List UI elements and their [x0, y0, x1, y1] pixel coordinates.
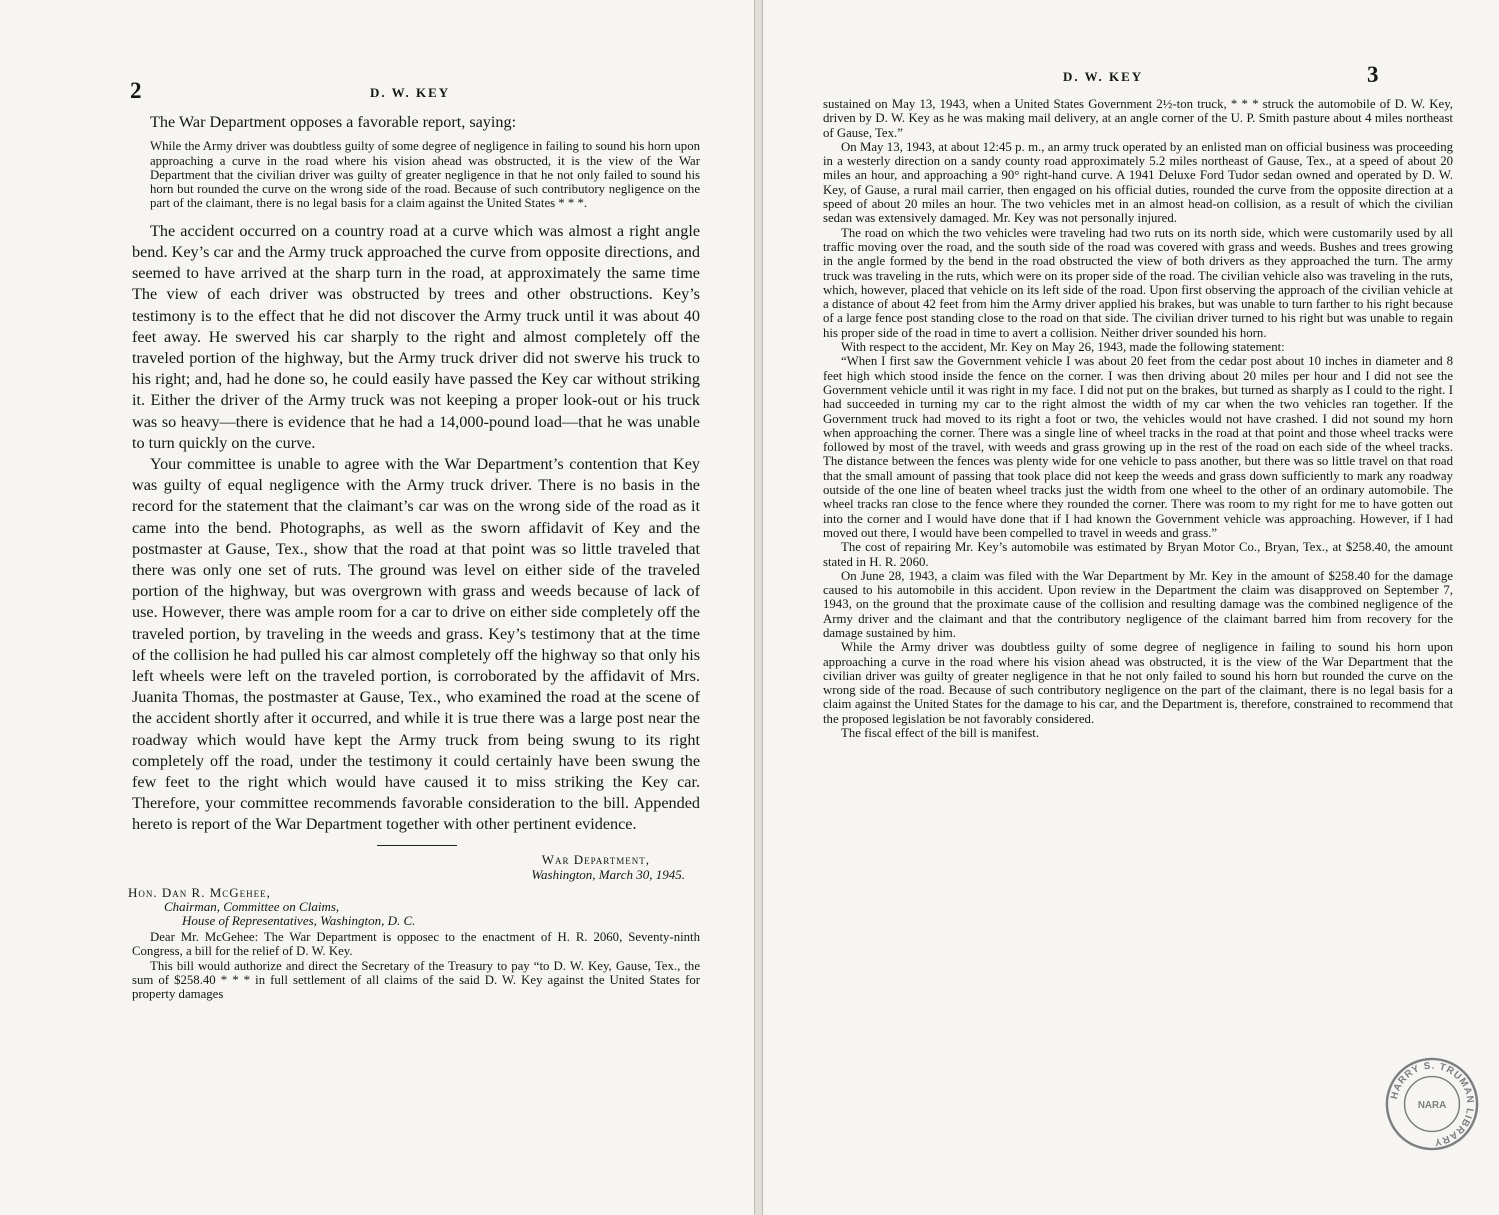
intro-paragraph: The War Department opposes a favorable report, saying:	[150, 113, 517, 131]
addressee-house: House of Representatives, Washington, D. C.	[182, 912, 416, 928]
statement-paragraph: “When I first saw the Government vehicle I was about 20 feet from the cedar post about 10 inches in diameter and 8 feet high which stood inside the fence on the corner. I was then driving about 20 miles per hour and I did not see the Government vehicle until it was right in my face. I did not put on the brakes, but turned as sharply as I could to the right. I had succeeded in turning my car to the right almost the width of my car when the two vehicles ran together. If the Government truck had moved to its right a foot or two, the vehicles would not have crashed. I did not sound my horn when approaching the corner. There was a single line of wheel tracks in the road at that point and those wheel tracks were followed by most of the travel, with weeds and grass growing up in the rest of the road on each side of the wheel tracks. The distance between the fences was plenty wide for one vehicle to pass another, but there was so little travel on that road that the small amount of passing that took place did not keep the weeds and grass down sufficiently to mark any roadway outside of the one line of beaten wheel tracks just the width from one wheel to the other of an ordinary automobile. The wheel tracks ran close to the fence where they rounded the corner. There was room to my right for me to have gotten out into the corner and I would have done that if I had known the Government vehicle was approaching. However, if I had moved out there, I would have been compelled to travel in weeds and grass.”	[823, 354, 1453, 540]
right-page	[762, 0, 1499, 1215]
stamp-center-text: NARA	[1417, 1099, 1447, 1111]
quote-paragraph: While the Army driver was doubtless guilty of some degree of negligence in failing to sound his horn upon approaching a curve in the road where his vision ahead was obstructed, it is the view of the War Department that the civilian driver was guilty of greater negligence in that he not only failed to sound his horn but rounded the curve on the wrong side of the road. Because of such contributory negligence on the part of the claimant, there is no legal basis for a claim against the United States * * *.	[150, 139, 700, 211]
salutation-paragraph: Dear Mr. McGehee: The War Department is opposec to the enactment of H. R. 2060, Seventy-ninth Congress, a bill for the relief of D. W. Key.	[132, 930, 700, 959]
library-stamp	[1383, 1055, 1481, 1153]
body-paragraph: The road on which the two vehicles were traveling had two ruts on its north side, which were customarily used by all traffic moving over the road, and the south side of the road was covered with grass and weeds. Bushes and trees growing in the angle formed by the bend in the road obstructed the view of both drivers as they approached the turn. The army truck was traveling in the ruts, which were on its proper side of the road. The civilian vehicle also was traveling in the ruts, which, however, placed that vehicle on its left side of the road. Upon first observing the approach of the civilian vehicle at a distance of about 42 feet from him the Army driver applied his brakes, but was unable to turn farther to his right because of a large fence post standing close to the road on that side. The civilian driver turned to his right but was unable to regain his proper side of the road in time to avert a collision. Neither driver sounded his horn.	[823, 225, 1453, 340]
running-head: D. W. KEY	[1063, 69, 1144, 84]
addressee-title: Chairman, Committee on Claims,	[164, 898, 340, 914]
page-gutter	[755, 0, 762, 1215]
letter-paragraph: This bill would authorize and direct the Secretary of the Treasury to pay “to D. W. Key, Gause, Tex., the sum of $258.40 * * * in full settlement of all claims of the said D. W. Key against the United States for property damages	[132, 958, 700, 1002]
body-paragraph: The cost of repairing Mr. Key’s automobile was estimated by Bryan Motor Co., Bryan, Tex., at $258.40, the amount stated in H. R. 2060.	[823, 540, 1453, 569]
left-column	[128, 112, 700, 1002]
body-paragraph: While the Army driver was doubtless guilty of some degree of negligence in failing to sound his horn upon approaching a curve in the road where his vision ahead was obstructed, it is the view of the War Department that the civilian driver was guilty of greater negligence in that he not only failed to sound his horn but rounded the curve on the wrong side of the road. Because of such contributory negligence on the part of the claimant, there is no legal basis for a claim against the United States for the damage to his car, and the Department is, therefore, constrained to recommend that the proposed legislation be not favorably considered.	[823, 640, 1453, 726]
letterhead-place-date: Washington, March 30, 1945.	[531, 866, 685, 882]
quoted-block	[132, 139, 700, 210]
right-column	[823, 97, 1453, 740]
stamp-ring-text: HARRY S. TRUMAN LIBRARY	[1388, 1060, 1476, 1148]
page-number: 3	[1367, 62, 1379, 87]
addressee-block	[128, 884, 700, 929]
body-paragraph: With respect to the accident, Mr. Key on May 26, 1943, made the following statement:	[841, 340, 1285, 355]
running-head: D. W. KEY	[370, 85, 451, 100]
body-paragraph: The fiscal effect of the bill is manifest.	[841, 726, 1040, 741]
body-paragraph: The accident occurred on a country road at a curve which was almost a right angle bend. Key’s car and the Army truck approached the curve from opposite directions, and seemed to have arrived at the sharp turn in the road, at approximately the same time The view of each driver was obstructed by trees and other obstructions. Key’s testimony is to the effect that he did not discover the Army truck until it was about 40 feet away. He swerved his car sharply to the right and almost completely off the traveled portion of the highway, but the Army truck driver did not swerve his truck to his right; and, had he done so, he could easily have passed the Key car without striking it. Either the driver of the Army truck was not keeping a proper look-out or his truck was so heavy—there is evidence that he had a 14,000-pound load—that he was unable to turn quickly on the curve.	[132, 221, 700, 452]
body-paragraph: sustained on May 13, 1943, when a United States Government 2½-ton truck, * * * struck the automobile of D. W. Key, driven by D. W. Key as he was making mail delivery, at an angle corner of the U. P. Smith pasture about 4 miles northeast of Gause, Tex.”	[823, 97, 1453, 140]
page-number: 2	[130, 78, 142, 103]
addressee-name: Hon. Dan R. McGehee,	[128, 884, 271, 900]
body-paragraph: Your committee is unable to agree with the War Department’s contention that Key was guilty of equal negligence with the Army truck driver. There is no basis in the record for the statement that the claimant’s car was on the wrong side of the road as it came into the bend. Photographs, as well as the sworn affidavit of Key and the postmaster at Gause, Tex., show that the road at that point was so little traveled that there was only one set of ruts. The ground was level on either side of the traveled portion of the highway, but was overgrown with grass and weeds because of lack of use. However, there was ample room for a car to drive on either side completely off the traveled portion, by traveling in the weeds and grass. Key’s testimony that at the time of the collision he had pulled his car almost completely off the highway so that only his left wheels were left on the traveled portion, is corroborated by the affidavit of Mrs. Juanita Thomas, the postmaster at Gause, Tex., who examined the road at the scene of the accident shortly after it occurred, and while it is true there was a large post near the roadway which would have kept the Army truck from being swung to its right completely off the road, under the testimony it could certainly have been swung the few feet to the right which would have caused it to miss striking the Key car. Therefore, your committee recommends favorable consideration to the bill. Appended hereto is report of the War Department together with other pertinent evidence.	[132, 454, 700, 834]
body-paragraph: On June 28, 1943, a claim was filed with the War Department by Mr. Key in the amount of $258.40 for the damage caused to his automobile in this accident. Upon review in the Department the claim was disapproved on September 7, 1943, on the ground that the proximate cause of the collision and resulting damage was the combined negligence of the Army driver and the claimant and that the contributory negligence of the claimant barred him from recovery for the damage sustained by him.	[823, 568, 1453, 640]
body-paragraph: On May 13, 1943, at about 12:45 p. m., an army truck operated by an enlisted man on official business was proceeding in a westerly direction on a sandy county road approximately 5.2 miles northeast of Gause, Tex., at a speed of about 20 miles an hour, and approaching a 90° right-hand curve. A 1941 Deluxe Ford Tudor sedan owned and operated by D. W. Key, of Gause, a rural mail carrier, then engaged on his official duties, rounded the curve from the opposite direction at a speed of about 20 miles an hour. The two vehicles met in an almost head-on collision, as a result of which the civilian sedan was extensively damaged. Mr. Key was not personally injured.	[823, 139, 1453, 226]
letterhead-org: War Department,	[541, 851, 650, 867]
section-rule	[377, 845, 457, 846]
